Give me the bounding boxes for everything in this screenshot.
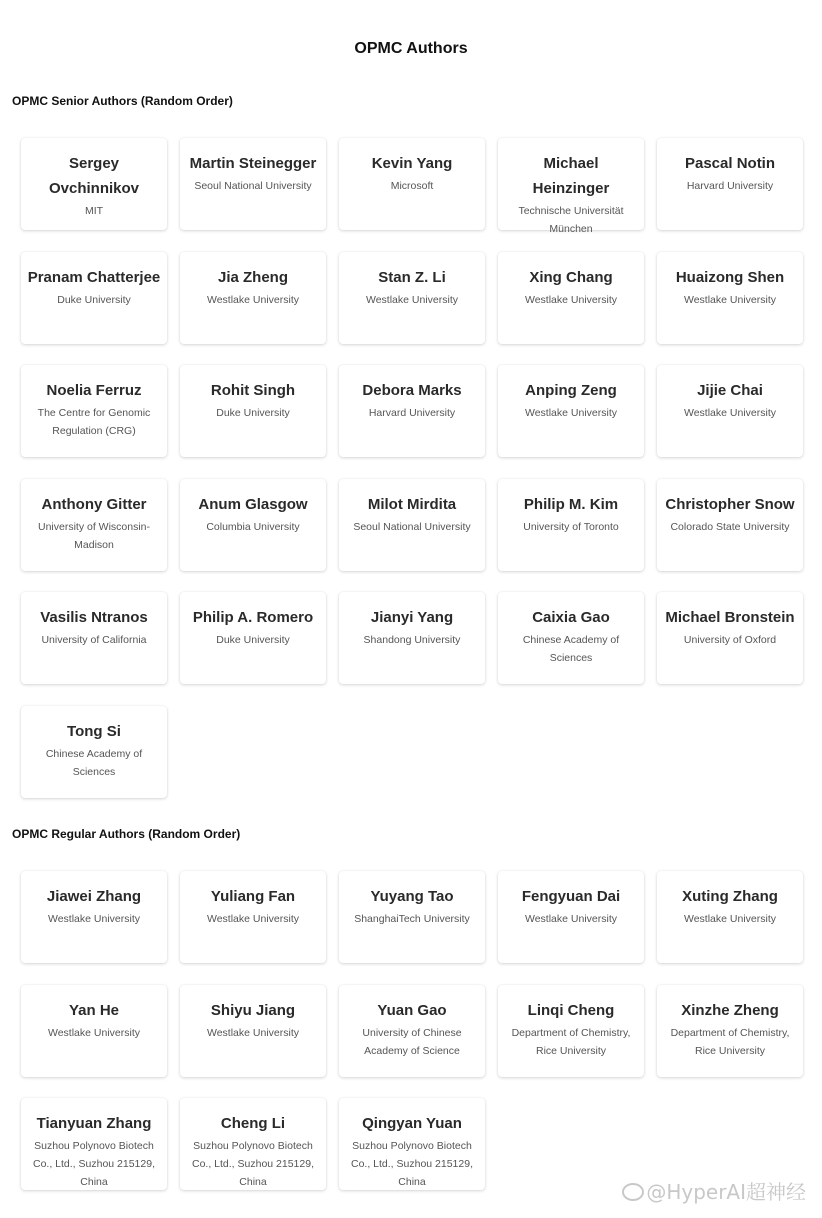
author-card [498,871,644,963]
author-name: Tong Si [67,723,121,740]
author-affiliation: University of Wisconsin-Madison [37,521,151,551]
author-name: Christopher Snow [665,496,795,513]
author-name: Rohit Singh [210,382,296,399]
author-card [657,985,803,1077]
author-name: Cheng Li [220,1115,286,1132]
author-affiliation: University of Toronto [523,521,619,533]
author-affiliation: Westlake University [48,1027,140,1039]
author-card [339,252,485,344]
author-affiliation: Suzhou Polynovo Biotech Co., Ltd., Suzhou 215129, China [191,1140,314,1188]
author-card [21,365,167,457]
author-name: Xuting Zhang [682,888,778,905]
author-card [657,365,803,457]
author-affiliation: Westlake University [684,407,776,419]
author-affiliation: Westlake University [525,407,617,419]
author-card [498,365,644,457]
author-card [498,479,644,571]
author-affiliation: Department of Chemistry, Rice University [670,1027,790,1057]
author-name: Stan Z. Li [378,269,446,286]
author-affiliation: Seoul National University [194,180,312,192]
author-card [339,592,485,684]
author-affiliation: Suzhou Polynovo Biotech Co., Ltd., Suzhou 215129, China [32,1140,155,1188]
author-name: Jia Zheng [217,269,288,286]
author-name: Anthony Gitter [41,496,147,513]
author-name: Yuyang Tao [370,888,454,905]
chat-bubble-icon [622,1183,644,1201]
author-affiliation: University of Chinese Academy of Science [362,1027,462,1057]
author-affiliation: University of California [41,634,147,646]
author-affiliation: Westlake University [366,294,458,306]
author-affiliation: Harvard University [686,180,774,192]
author-name: Huaizong Shen [675,269,785,286]
author-card [657,479,803,571]
author-affiliation: Microsoft [390,180,434,192]
author-affiliation: Colorado State University [670,521,790,533]
author-affiliation: Westlake University [525,294,617,306]
author-card [498,138,644,235]
author-name: Kevin Yang [371,155,453,172]
author-affiliation: Chinese Academy of Sciences [522,634,620,664]
author-card [180,138,326,230]
author-card [657,252,803,344]
author-card [21,592,167,684]
author-affiliation: Westlake University [684,294,776,306]
author-card [339,365,485,457]
author-name: Anping Zeng [525,382,617,399]
author-card [21,252,167,344]
author-name: Tianyuan Zhang [36,1115,152,1132]
author-affiliation: Technische Universität München [518,205,624,235]
author-affiliation: ShanghaiTech University [354,913,470,925]
author-affiliation: Seoul National University [353,521,471,533]
author-name: Sergey Ovchinnikov [48,155,140,197]
author-affiliation: MIT [84,205,104,217]
author-card [180,252,326,344]
author-card [339,1098,485,1190]
author-name: Fengyuan Dai [521,888,621,905]
author-name: Philip A. Romero [192,609,314,626]
regular-authors-heading: OPMC Regular Authors (Random Order) [12,827,241,841]
author-affiliation: Suzhou Polynovo Biotech Co., Ltd., Suzhou 215129, China [350,1140,473,1188]
author-card [339,138,485,230]
author-affiliation: Westlake University [525,913,617,925]
author-card [339,479,485,571]
author-card [21,706,167,798]
author-card [498,985,644,1077]
author-card [498,252,644,344]
author-affiliation: Westlake University [207,1027,299,1039]
author-name: Jianyi Yang [370,609,454,626]
author-card [498,592,644,684]
author-card [180,479,326,571]
author-affiliation: Westlake University [207,913,299,925]
author-affiliation: Duke University [216,634,290,646]
watermark [622,1176,806,1205]
author-card [657,871,803,963]
author-card [657,138,803,230]
author-name: Xinzhe Zheng [681,1002,779,1019]
author-card [180,365,326,457]
page-title: OPMC Authors [354,40,468,57]
author-name: Anum Glasgow [198,496,308,513]
author-affiliation: Westlake University [684,913,776,925]
author-name: Martin Steinegger [189,155,317,172]
author-name: Vasilis Ntranos [40,609,148,626]
author-name: Linqi Cheng [527,1002,615,1019]
author-name: Yuliang Fan [210,888,296,905]
author-card [21,871,167,963]
author-card [180,871,326,963]
author-affiliation: Duke University [216,407,290,419]
author-name: Milot Mirdita [367,496,457,513]
author-name: Noelia Ferruz [46,382,142,399]
author-card [21,1098,167,1190]
author-name: Caixia Gao [532,609,610,626]
author-affiliation: Harvard University [368,407,456,419]
author-name: Philip M. Kim [523,496,619,513]
author-name: Debora Marks [362,382,462,399]
author-name: Michael Bronstein [665,609,795,626]
author-card [180,1098,326,1190]
author-name: Yuan Gao [377,1002,447,1019]
author-name: Jiawei Zhang [46,888,142,905]
author-affiliation: Chinese Academy of Sciences [45,748,143,778]
author-affiliation: Westlake University [48,913,140,925]
watermark-text: @HyperAI超神经 [646,1180,806,1204]
author-card [180,592,326,684]
author-card [339,871,485,963]
author-name: Jijie Chai [697,382,763,399]
author-card [21,985,167,1077]
author-card [21,138,167,230]
author-affiliation: University of Oxford [683,634,777,646]
author-affiliation: The Centre for Genomic Regulation (CRG) [37,407,151,437]
author-name: Qingyan Yuan [362,1115,462,1132]
author-card [339,985,485,1077]
author-name: Pranam Chatterjee [27,269,161,286]
author-card [657,592,803,684]
author-name: Shiyu Jiang [210,1002,296,1019]
author-name: Pascal Notin [684,155,776,172]
senior-authors-heading: OPMC Senior Authors (Random Order) [12,94,233,108]
author-name: Xing Chang [529,269,613,286]
author-affiliation: Department of Chemistry, Rice University [511,1027,631,1057]
author-affiliation: Shandong University [363,634,461,646]
author-affiliation: Westlake University [207,294,299,306]
author-affiliation: Duke University [57,294,131,306]
author-card [21,479,167,571]
author-card [180,985,326,1077]
author-name: Michael Heinzinger [532,155,610,197]
author-affiliation: Columbia University [206,521,300,533]
author-name: Yan He [68,1002,120,1019]
